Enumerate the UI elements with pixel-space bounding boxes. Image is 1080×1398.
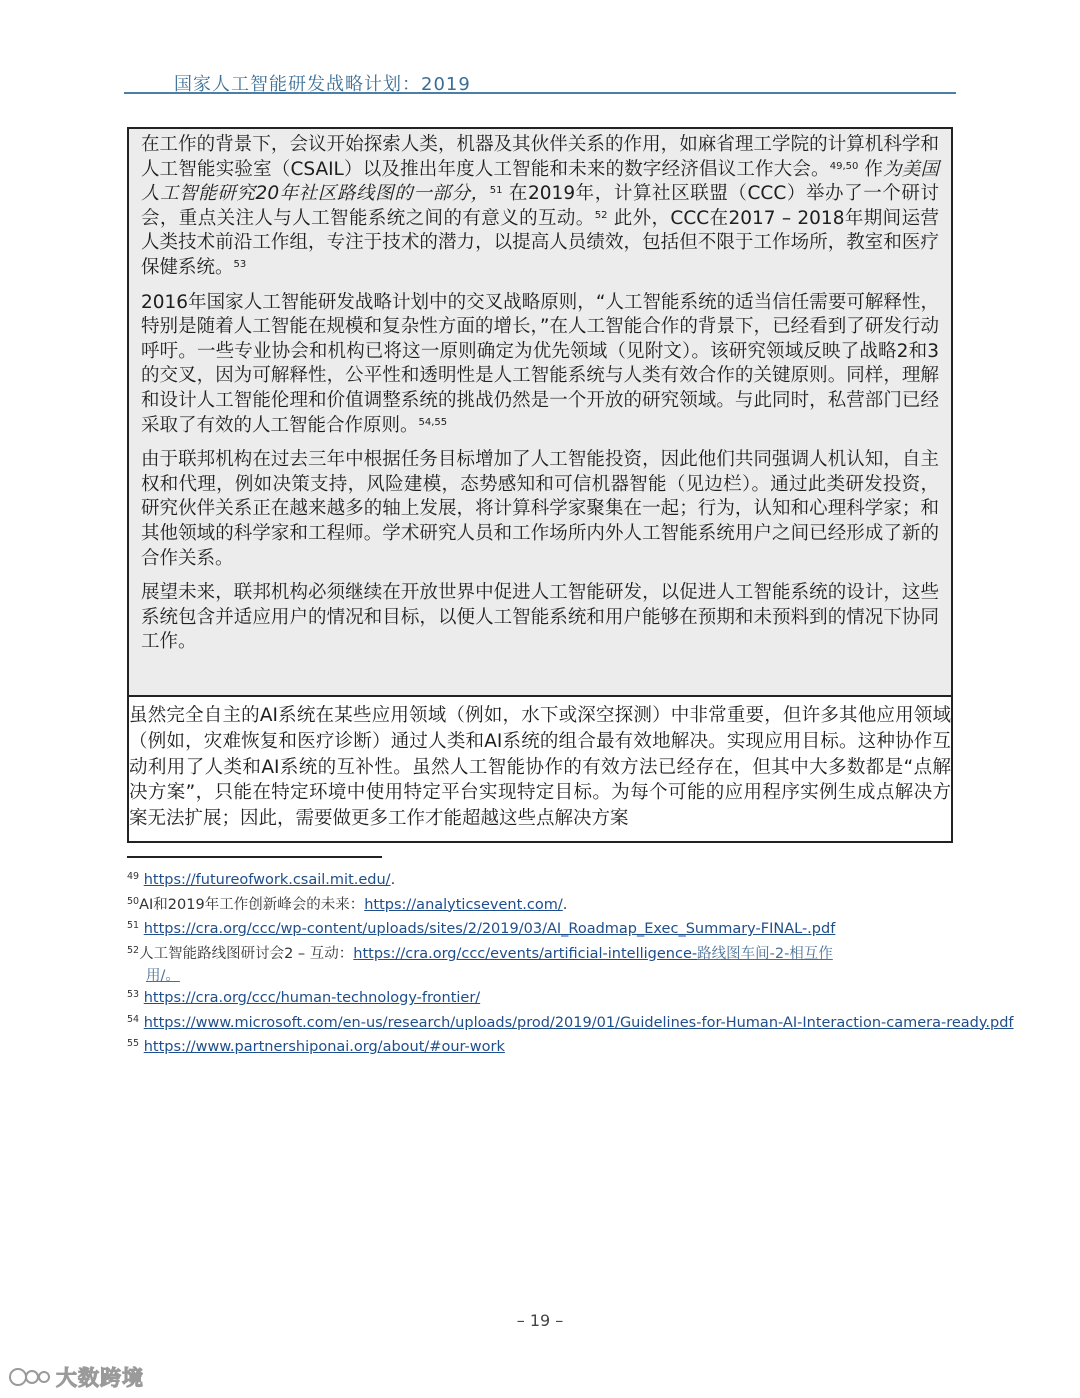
footnote-52: $^{52}$人工智能路线图研讨会2 – 互动：https://cra.org/ccc/events/artificial-intelligence-路线图车间-2-相互作 用/。 xyxy=(127,944,1007,986)
citation-ref: 54,55 xyxy=(418,416,448,428)
footnote-link[interactable]: https://www.partnershiponai.org/about/#our-work xyxy=(143,1039,505,1055)
paragraph-2: 2016年国家人工智能研发战略计划中的交叉战略原则，“人工智能系统的适当信任需要可解释性，特别是随着人工智能在规模和复杂性方面的增长，”在人工智能合作的背景下，已经看到了研发行动呼吁。一些专业协会和机构已将这一原则确定为优先领域（见附文）。该研究领域反映了战略2和3的交叉，因为可解释性，公平性和透明性是人工智能系统与人类有效合作的关键原则。同样，理解和设计人工智能伦理和价值调整系统的挑战仍然是一个开放的研究领域。与此同时，私营部门已经采取了有效的人工智能合作原则。$^{54,55}$ xyxy=(141,291,939,436)
footnotes xyxy=(127,870,1014,1062)
footnote-55: $^{55}$ https://www.partnershiponai.org/about/#our-work xyxy=(127,1038,505,1055)
content-box xyxy=(127,127,953,697)
footnote-link[interactable]: https://cra.org/ccc/wp-content/uploads/sites/2/2019/03/AI_Roadmap_Exec_Summary-FINAL-.pdf xyxy=(143,921,836,937)
page-header xyxy=(124,66,956,94)
sidebar-box xyxy=(127,697,953,843)
paragraph-4: 展望未来，联邦机构必须继续在开放世界中促进人工智能研发，以促进人工智能系统的设计，这些系统包含并适应用户的情况和目标，以便人工智能系统和用户能够在预期和未预料到的情况下协同工作。 xyxy=(141,582,939,653)
watermark xyxy=(8,1362,144,1392)
brand-logo-icon xyxy=(8,1363,52,1391)
citation-ref: 53 xyxy=(233,258,247,270)
citation-ref: 52 xyxy=(594,209,608,221)
footnote-divider xyxy=(127,856,382,858)
citation-ref: 51 xyxy=(489,185,503,197)
paragraph-3: 由于联邦机构在过去三年中根据任务目标增加了人工智能投资，因此他们共同强调人机认知，自主权和代理，例如决策支持，风险建模，态势感知和可信机器智能（见边栏）。通过此类研发投资，研究伙伴关系正在越来越多的轴上发展，将计算科学家聚集在一起；行为，认知和心理科学家；和其他领域的科学家和工程师。学术研究人员和工作场所内外人工智能系统用户之间已经形成了新的合作关系。 xyxy=(141,449,939,569)
footnote-50: $^{50}$AI和2019年工作创新峰会的未来：https://analyticsevent.com/. xyxy=(127,895,568,913)
footnote-link[interactable]: https://cra.org/ccc/events/artificial-intelligence- xyxy=(353,945,698,962)
footnote-51: $^{51}$ https://cra.org/ccc/wp-content/uploads/sites/2/2019/03/AI_Roadmap_Exec_Summary-FINAL-.pdf xyxy=(127,920,836,937)
footnote-49: $^{49}$ https://futureofwork.csail.mit.edu/. xyxy=(127,871,396,888)
citation-ref: 49,50 xyxy=(829,160,859,172)
sidebar-paragraph: 虽然完全自主的AI系统在某些应用领域（例如，水下或深空探测）中非常重要，但许多其他应用领域（例如，灾难恢复和医疗诊断）通过人类和AI系统的组合最有效地解决。实现应用目标。这种协作互动利用了人类和AI系统的互补性。虽然人工智能协作的有效方法已经存在，但其中大多数都是“点解决方案”，只能在特定环境中使用特定平台实现特定目标。为每个可能的应用程序实例生成点解决方案无法扩展；因此，需要做更多工作才能超越这些点解决方案 xyxy=(129,705,951,830)
footnote-continuation[interactable]: 用/。 xyxy=(146,967,180,984)
page-number: – 19 – xyxy=(516,1311,564,1330)
footnote-link[interactable]: https://www.microsoft.com/en-us/research/uploads/prod/2019/01/Guidelines-for-Human-AI-Interaction-camera-ready.pdf xyxy=(143,1014,1014,1031)
footnote-link[interactable]: https://futureofwork.csail.mit.edu/ xyxy=(143,872,391,888)
footnote-53: $^{53}$ https://cra.org/ccc/human-technology-frontier/ xyxy=(127,989,481,1006)
footnote-link[interactable]: https://analyticsevent.com/ xyxy=(364,896,563,913)
watermark-text: 大数跨境 xyxy=(56,1366,144,1390)
italic-title: 为美国人工智能研究20年社区路线图的一部分， xyxy=(141,158,939,205)
header-title: 国家人工智能研发战略计划：2019 xyxy=(174,74,471,95)
paragraph-1: 在工作的背景下，会议开始探索人类，机器及其伙伴关系的作用，如麻省理工学院的计算机科学和人工智能实验室（CSAIL）以及推出年度人工智能和未来的数字经济倡议工作大会。$^{49,50}$ 作为美国人工智能研究20年社区路线图的一部分，$^{51}$ 在2019年，计算社区联盟（CCC）举办了一个研讨会，重点关注人与人工智能系统之间的有意义的互动。$^{52}$ 此外，CCC在2017 – 2018年期间运营人类技术前沿工作组，专注于技术的潜力，以提高人员绩效，包括但不限于工作场所，教室和医疗保健系统。$^{53}$ xyxy=(141,134,939,278)
footnote-link[interactable]: https://cra.org/ccc/human-technology-frontier/ xyxy=(143,990,481,1006)
footnote-54: $^{54}$ https://www.microsoft.com/en-us/research/uploads/prod/2019/01/Guidelines-for-Human-AI-Interaction-camera-ready.pdf xyxy=(127,1013,1014,1031)
